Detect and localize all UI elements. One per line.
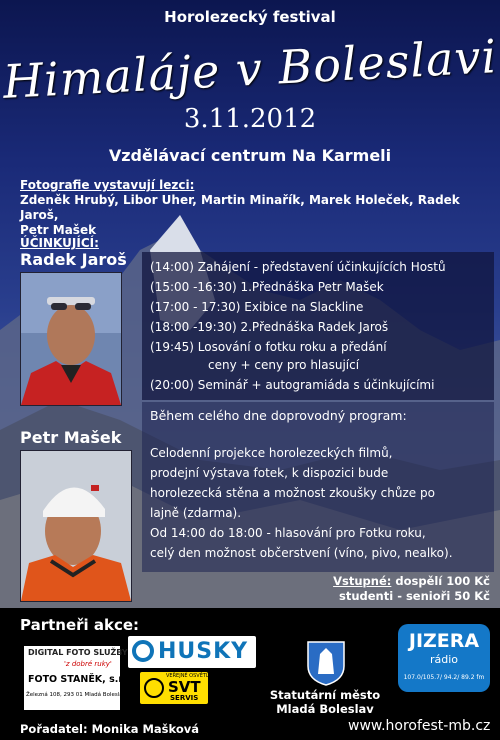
city-name: Statutární město Mladá Boleslav bbox=[269, 688, 381, 716]
program-heading: Během celého dne doprovodný program: bbox=[150, 408, 407, 423]
admission-adults: dospělí 100 Kč bbox=[395, 574, 490, 588]
portrait-radek-jaros bbox=[20, 272, 122, 406]
photographers-list bbox=[20, 193, 490, 238]
festival-label: Horolezecký festival bbox=[164, 8, 336, 26]
city-coat-of-arms-icon bbox=[306, 640, 346, 686]
schedule-item: ceny + ceny pro hlasující bbox=[208, 358, 360, 372]
organizer: Pořadatel: Monika Mašková bbox=[20, 722, 200, 736]
admission-info bbox=[330, 574, 490, 604]
foto-stanek-logo: DIGITAL FOTO SLUŽBY 'z dobré ruky' FOTO STANĚK, s.r.o. Železná 108, 293 01 Mladá Boleslav bbox=[24, 646, 120, 710]
schedule-item: (20:00) Seminář + autogramiáda s účinkujícími bbox=[150, 378, 435, 392]
photographers-line-2: Petr Mašek bbox=[20, 223, 97, 237]
photographers-heading: Fotografie vystavují lezci: bbox=[20, 178, 195, 192]
program-line: prodejní výstava fotek, k dispozici bude bbox=[150, 466, 389, 480]
program-line: Celodenní projekce horolezeckých filmů, bbox=[150, 446, 393, 460]
website-link[interactable]: www.horofest-mb.cz bbox=[348, 718, 491, 734]
husky-ring-icon bbox=[132, 640, 154, 662]
event-venue: Vzdělávací centrum Na Karmeli bbox=[108, 146, 392, 165]
schedule-item: (19:45) Losování o fotku roku a předání bbox=[150, 340, 387, 354]
schedule-item: (17:00 - 17:30) Exibice na Slackline bbox=[150, 300, 364, 314]
schedule-item: (14:00) Zahájení - představení účinkujících Hostů bbox=[150, 260, 446, 274]
program-line: horolezecká stěna a možnost zkoušky chůze po bbox=[150, 486, 435, 500]
admission-label: Vstupné: bbox=[333, 574, 392, 588]
partners-heading: Partneři akce: bbox=[20, 616, 140, 634]
event-date: 3.11.2012 bbox=[183, 104, 317, 134]
schedule-item: (15:00 -16:30) 1.Přednáška Petr Mašek bbox=[150, 280, 384, 294]
poster-title: Himaláje v Boleslavi bbox=[1, 29, 499, 109]
bulb-icon bbox=[144, 678, 164, 698]
performer-name-2: Petr Mašek bbox=[20, 428, 122, 447]
photographers-line-1: Zdeněk Hrubý, Libor Uher, Martin Minařík, Marek Holeček, Radek Jaroš, bbox=[20, 193, 460, 222]
schedule-panel bbox=[142, 252, 494, 400]
svt-servis-logo: VEŘEJNÉ OSVĚTLENÍ SVT SERVIS bbox=[140, 672, 208, 704]
schedule-item: (18:00 -19:30) 2.Přednáška Radek Jaroš bbox=[150, 320, 389, 334]
program-line: Od 14:00 do 18:00 - hlasování pro Fotku roku, bbox=[150, 526, 426, 540]
performer-name-1: Radek Jaroš bbox=[20, 250, 127, 269]
performers-heading: ÚČINKUJÍCÍ: bbox=[20, 236, 99, 250]
portrait-petr-masek bbox=[20, 450, 132, 602]
program-line: lajně (zdarma). bbox=[150, 506, 242, 520]
jizera-radio-logo: JIZERA rádio 107.0/105.7/ 94.2/ 89.2 fm bbox=[398, 624, 490, 692]
program-line: celý den možnost občerstvení (víno, pivo, nealko). bbox=[150, 546, 453, 560]
program-panel bbox=[142, 402, 494, 572]
husky-logo: HUSKY bbox=[128, 636, 256, 668]
admission-students: studenti - senioři 50 Kč bbox=[339, 589, 490, 603]
